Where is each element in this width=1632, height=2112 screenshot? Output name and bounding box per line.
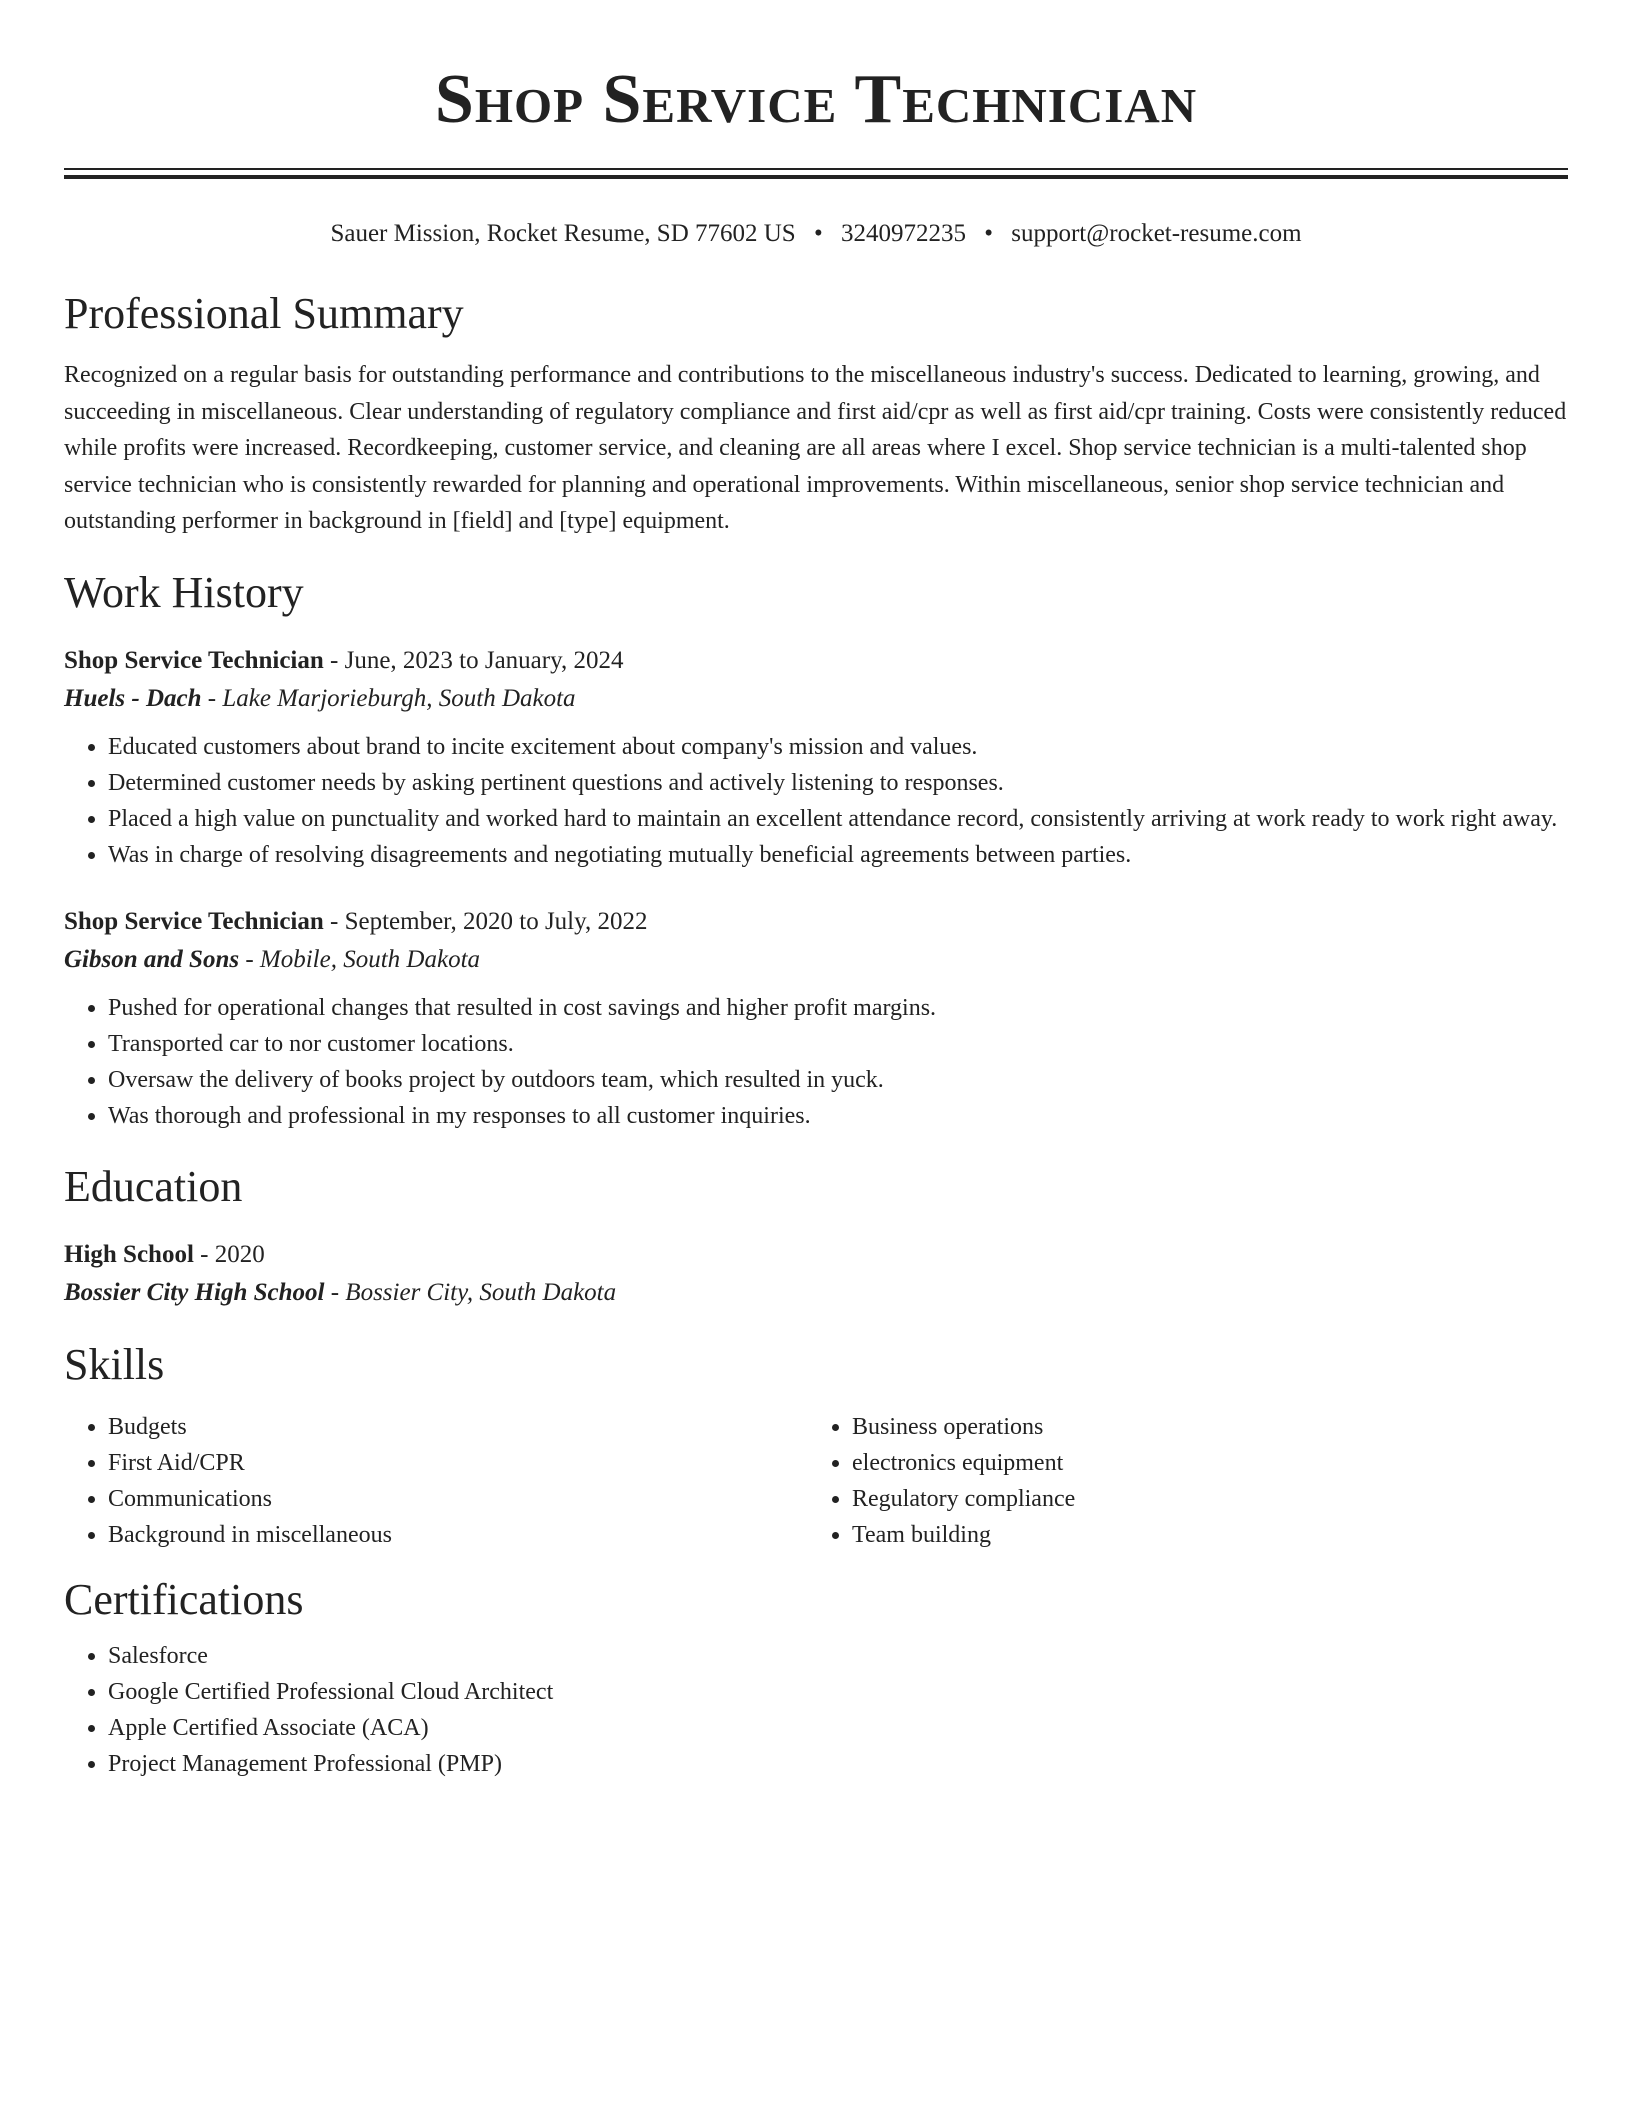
skill-item: • Background in miscellaneous <box>108 1517 808 1553</box>
job-bullet: • Oversaw the delivery of books project by outdoors team, which resulted in yuck. <box>108 1062 1568 1098</box>
job-title-line <box>64 903 1568 941</box>
education-school: Bossier City High School <box>64 1278 325 1306</box>
skill-item: • Budgets <box>108 1409 808 1445</box>
job-bullet: • Was thorough and professional in my responses to all customer inquiries. <box>108 1098 1568 1134</box>
job-location: - Lake Marjorieburgh, South Dakota <box>201 684 576 712</box>
job-bullet: • Transported car to nor customer locations. <box>108 1026 1568 1062</box>
job-bullet: • Educated customers about brand to incite excitement about company's mission and values. <box>108 729 1568 765</box>
job-bullet-list <box>64 990 1568 1134</box>
job-bullet: • Placed a high value on punctuality and worked hard to maintain an excellent attendance record, consistently arriving at work ready to work right away. <box>108 801 1568 837</box>
skill-item: • Business operations <box>852 1409 1552 1445</box>
certification-item: • Project Management Professional (PMP) <box>108 1746 1568 1782</box>
job-entry <box>64 903 1568 1134</box>
section-title-certifications: Certifications <box>64 1574 304 1624</box>
job-company: Gibson and Sons <box>64 945 240 973</box>
header-divider <box>64 168 1568 179</box>
contact-separator: • <box>813 220 823 247</box>
job-location: - Mobile, South Dakota <box>239 945 481 973</box>
job-dates: - June, 2023 to January, 2024 <box>323 646 624 674</box>
job-title-line <box>64 642 1568 680</box>
contact-address: Sauer Mission, Rocket Resume, SD 77602 US <box>330 220 796 247</box>
contact-phone: 3240972235 <box>840 220 966 247</box>
contact-email: support@rocket-resume.com <box>1011 220 1302 247</box>
education-degree-line <box>64 1236 1568 1274</box>
job-entry <box>64 642 1568 873</box>
section-title-summary: Professional Summary <box>64 289 464 338</box>
summary-text: Recognized on a regular basis for outstanding performance and contributions to the miscellaneous industry's success. Dedicated to learning, growing, and succeeding in miscellaneous. Clear understanding of regulatory compliance and first aid/cpr as well as first aid/cpr training. Costs were consistently reduced while profits were increased. Recordkeeping, customer service, and cleaning are all areas where I excel. Shop service technician is a multi-talented shop service technician who is consistently rewarded for planning and operational improvements. Within miscellaneous, senior shop service technician and outstanding performer in background in [field] and [type] equipment. <box>64 362 1567 534</box>
job-company: Huels - Dach <box>64 684 202 712</box>
job-bullet-list <box>64 729 1568 873</box>
education-year: - 2020 <box>193 1240 265 1268</box>
skill-item: • Team building <box>852 1517 1552 1553</box>
education-entry <box>64 1236 1568 1312</box>
certification-item: • Apple Certified Associate (ACA) <box>108 1710 1568 1746</box>
certification-item: • Salesforce <box>108 1638 1568 1674</box>
skills-grid <box>64 1409 1568 1553</box>
skills-column-left <box>64 1409 808 1553</box>
education-school-line <box>64 1274 1568 1312</box>
job-bullet: • Was in charge of resolving disagreements and negotiating mutually beneficial agreements between parties. <box>108 837 1568 873</box>
skill-item: • Communications <box>108 1481 808 1517</box>
section-title-education: Education <box>64 1161 243 1211</box>
job-bullet: • Determined customer needs by asking pertinent questions and actively listening to responses. <box>108 765 1568 801</box>
section-title-work-history: Work History <box>64 567 304 617</box>
skills-column-right <box>808 1409 1552 1553</box>
skill-item: • Regulatory compliance <box>852 1481 1552 1517</box>
education-degree: High School <box>64 1240 194 1268</box>
job-position: Shop Service Technician <box>64 907 324 935</box>
job-dates: - September, 2020 to July, 2022 <box>323 907 648 935</box>
contact-line <box>64 217 1568 251</box>
certification-item: • Google Certified Professional Cloud Architect <box>108 1674 1568 1710</box>
skill-item: • electronics equipment <box>852 1445 1552 1481</box>
section-title-skills: Skills <box>64 1339 165 1389</box>
job-employer-line <box>64 680 1568 718</box>
job-employer-line <box>64 941 1568 979</box>
resume-name-title: Shop Service Technician <box>434 61 1198 138</box>
job-position: Shop Service Technician <box>64 646 324 674</box>
contact-separator: • <box>984 220 993 247</box>
job-bullet: • Pushed for operational changes that resulted in cost savings and higher profit margins. <box>108 990 1568 1026</box>
education-location: - Bossier City, South Dakota <box>324 1278 617 1306</box>
certification-list <box>64 1638 1568 1782</box>
skill-item: • First Aid/CPR <box>108 1445 808 1481</box>
